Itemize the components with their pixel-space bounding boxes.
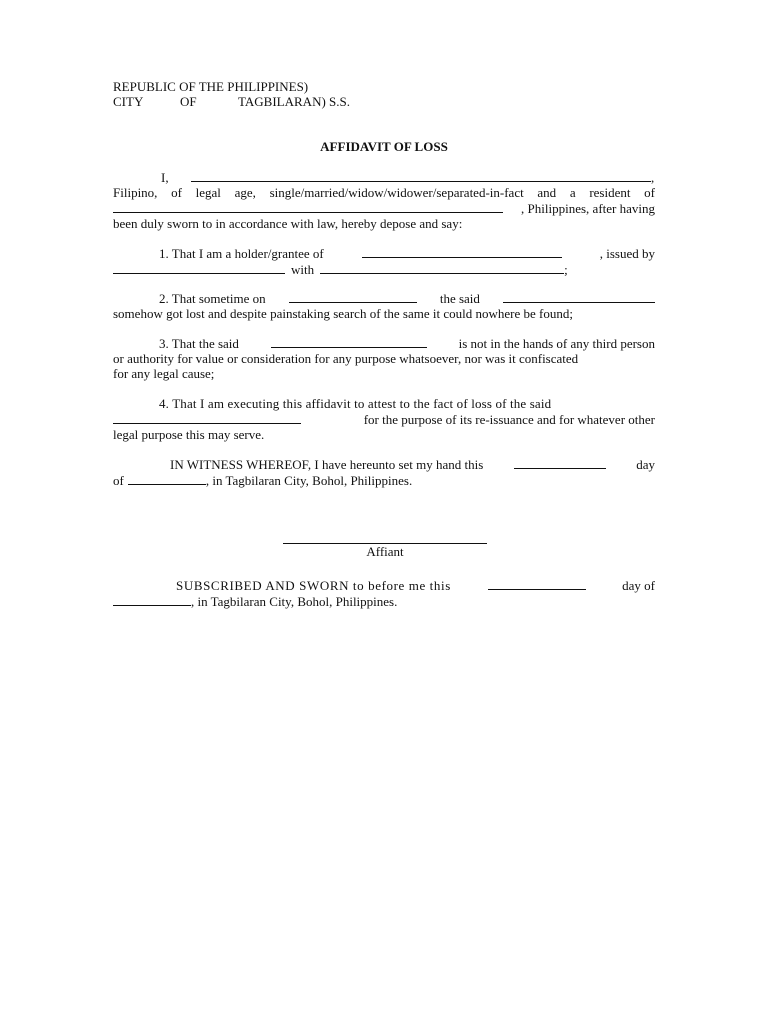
intro-comma: , bbox=[651, 170, 655, 185]
item-2-text-c: somehow got lost and despite painstaking search of the same it could nowhere be found; bbox=[113, 306, 573, 321]
item-1-text-a: 1. That I am a holder/grantee of bbox=[159, 246, 324, 261]
intro-paragraph bbox=[113, 169, 655, 231]
witness-text-d: , in Tagbilaran City, Bohol, Philippines. bbox=[205, 473, 413, 488]
venue-city-name: TAGBILARAN) S.S. bbox=[238, 94, 350, 109]
witness-line-2 bbox=[113, 472, 655, 488]
jurat-text-a: SUBSCRIBED AND SWORN to before me this bbox=[176, 578, 451, 593]
jurat-text-b: day of bbox=[622, 578, 655, 593]
venue-line-city bbox=[113, 94, 373, 109]
item-1-text-b: , issued by bbox=[599, 246, 655, 261]
item-2 bbox=[113, 290, 655, 321]
venue-of-word: OF bbox=[180, 94, 197, 109]
affiant-signature-line[interactable] bbox=[283, 543, 487, 559]
item-3-text-d: for any legal cause; bbox=[113, 366, 215, 381]
intro-line-2 bbox=[113, 185, 655, 200]
item-3-line-1 bbox=[113, 335, 655, 351]
item-3-text-c: or authority for value or consideration for any purpose whatsoever, nor was it confiscated bbox=[113, 351, 579, 366]
jurat-clause bbox=[113, 577, 655, 609]
witness-month-blank[interactable] bbox=[128, 472, 206, 485]
affiant-label: Affiant bbox=[366, 544, 404, 559]
item-3-text-b: is not in the hands of any third person bbox=[458, 336, 655, 351]
document-title: AFFIDAVIT OF LOSS bbox=[320, 139, 448, 154]
witness-text-a: IN WITNESS WHEREOF, I have hereunto set my hand this bbox=[170, 457, 484, 472]
venue-block bbox=[113, 79, 413, 109]
jurat-text-c: , in Tagbilaran City, Bohol, Philippines. bbox=[191, 594, 398, 609]
reissue-item-blank[interactable] bbox=[113, 411, 301, 424]
item-1-line-1 bbox=[113, 245, 655, 261]
lost-item-blank[interactable] bbox=[503, 290, 655, 303]
intro-text-2: Filipino, of legal age, single/married/widow/widower/separated-in-fact and a resident of bbox=[113, 185, 655, 200]
witness-line-1 bbox=[113, 456, 655, 472]
jurat-line-2 bbox=[113, 593, 655, 609]
item-4-text-c: legal purpose this may serve. bbox=[113, 427, 265, 442]
witness-text-c: of bbox=[113, 473, 124, 488]
name-blank[interactable] bbox=[191, 169, 651, 182]
item-4 bbox=[113, 396, 655, 442]
jurat-line-1 bbox=[113, 577, 655, 593]
intro-line-4 bbox=[113, 216, 655, 231]
item-2-line-1 bbox=[113, 290, 655, 306]
item-2-line-2 bbox=[113, 306, 655, 321]
item-4-line-3 bbox=[113, 427, 655, 442]
number-blank[interactable] bbox=[320, 261, 564, 274]
item-2-text-a: 2. That sometime on bbox=[159, 291, 266, 306]
item-4-line-2 bbox=[113, 411, 655, 427]
item-3-text-a: 3. That the said bbox=[159, 336, 239, 351]
item-2-text-b: the said bbox=[439, 291, 480, 306]
item-3 bbox=[113, 335, 655, 381]
document-type-blank[interactable] bbox=[362, 245, 562, 258]
item-4-text-b: for the purpose of its re-issuance and for whatever other bbox=[363, 412, 655, 427]
date-lost-blank[interactable] bbox=[289, 290, 417, 303]
item-1 bbox=[113, 245, 655, 277]
venue-line-republic: REPUBLIC OF THE PHILIPPINES) bbox=[113, 79, 309, 94]
item-4-text-a: 4. That I am executing this affidavit to attest to the fact of loss of the said bbox=[159, 396, 552, 411]
jurat-month-blank[interactable] bbox=[113, 593, 191, 606]
item-3-line-3 bbox=[113, 366, 655, 381]
venue-city-word: CITY bbox=[113, 94, 144, 109]
intro-text-4: been duly sworn to in accordance with law, hereby depose and say: bbox=[113, 216, 463, 231]
item-1-line-2 bbox=[113, 261, 655, 277]
intro-i: I, bbox=[161, 170, 169, 185]
item-4-line-1 bbox=[113, 396, 655, 411]
intro-text-3: , Philippines, after having bbox=[521, 201, 655, 216]
witness-day-blank[interactable] bbox=[514, 456, 606, 469]
item-3-line-2 bbox=[113, 351, 655, 366]
witness-text-b: day bbox=[636, 457, 655, 472]
item-1-text-c: with bbox=[291, 262, 315, 277]
affidavit-page bbox=[113, 0, 655, 1024]
jurat-day-blank[interactable] bbox=[488, 577, 586, 590]
residence-blank[interactable] bbox=[113, 200, 503, 213]
witness-clause bbox=[113, 456, 655, 488]
item-1-text-d: ; bbox=[564, 262, 568, 277]
intro-line-1 bbox=[113, 169, 655, 185]
issuer-blank[interactable] bbox=[113, 261, 285, 274]
intro-line-3 bbox=[113, 200, 655, 216]
said-item-blank[interactable] bbox=[271, 335, 427, 348]
